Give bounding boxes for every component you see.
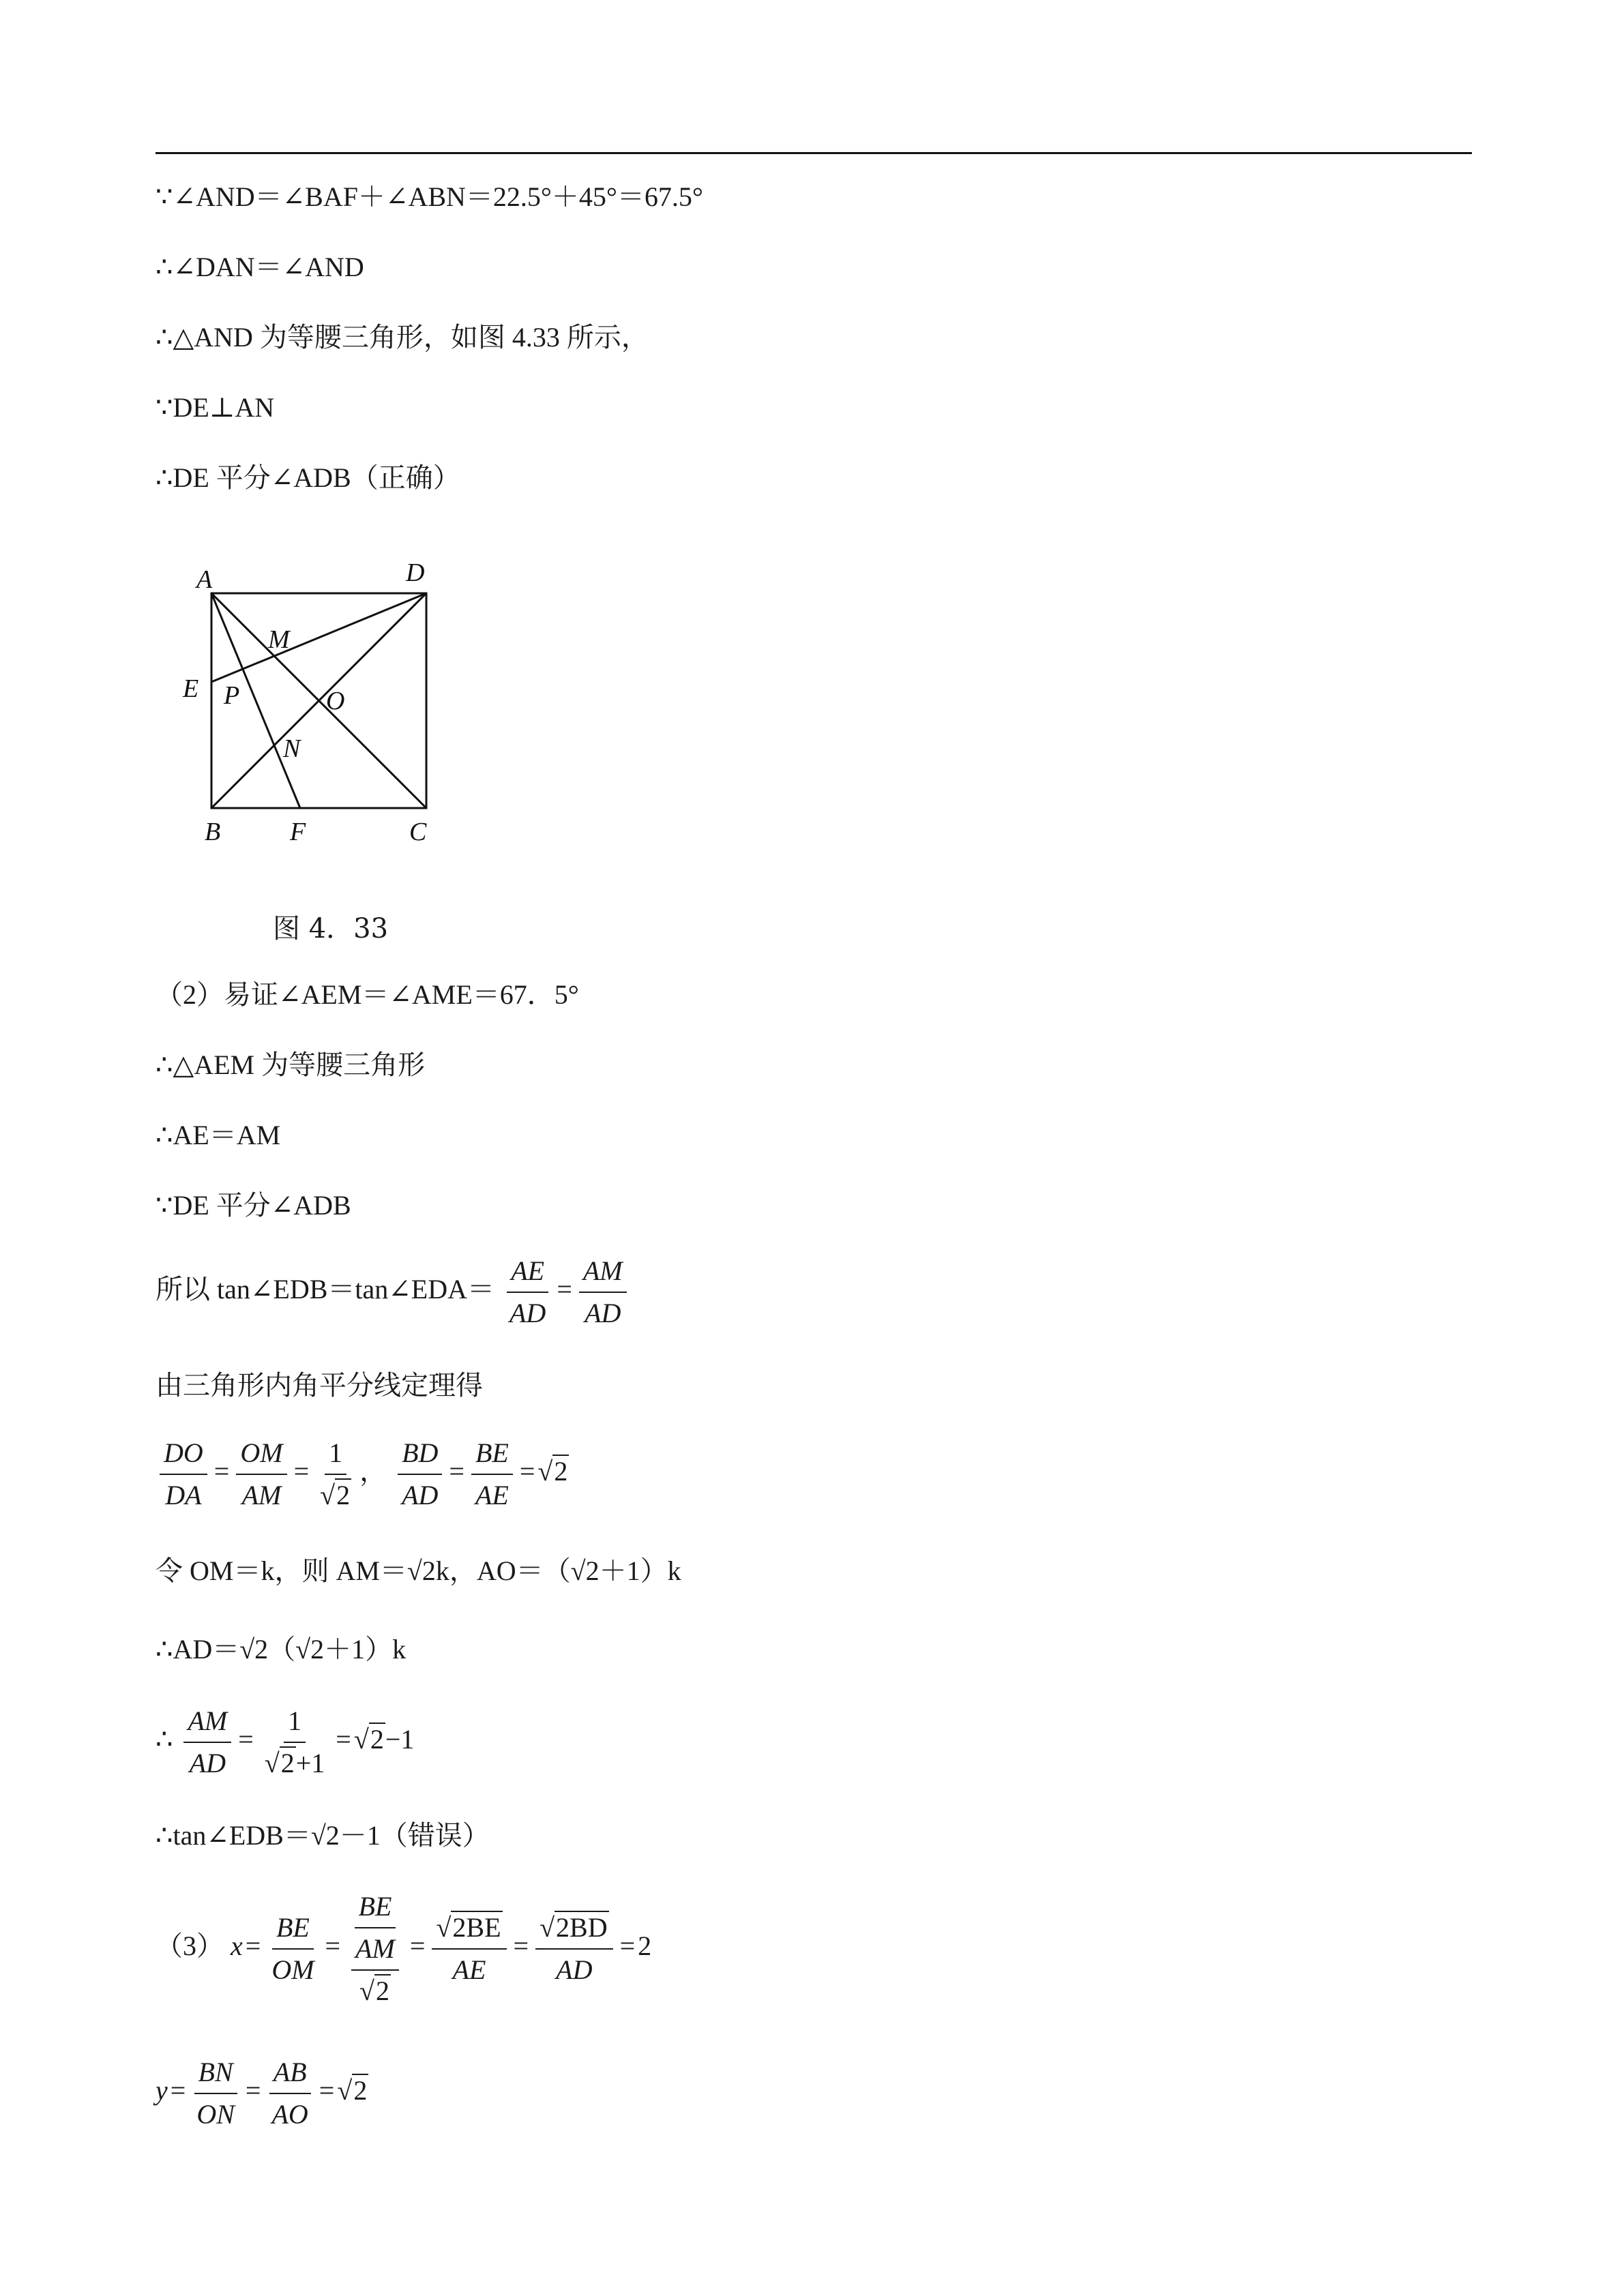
- denominator: [347, 1928, 403, 2009]
- sqrt-value: 2: [353, 2075, 368, 2106]
- geometry-figure: [171, 546, 457, 859]
- text-line-8: ∴AE＝AM: [156, 1120, 281, 1150]
- fraction-sqrt2be-ae: [432, 1910, 506, 1988]
- figure-caption: 图 4．33: [273, 913, 389, 944]
- text-line-14: ∴AD＝√2（√2＋1）k: [156, 1634, 407, 1665]
- fraction-sqrt2bd-ad: [535, 1910, 613, 1988]
- numerator: BD: [398, 1435, 442, 1475]
- text-line-17: [156, 1889, 651, 2009]
- variable-x: x: [231, 1930, 243, 1962]
- tan-prefix: 所以 tan∠EDB＝tan∠EDA＝: [156, 1274, 494, 1305]
- text-line-7: ∴△AEM 为等腰三角形: [156, 1049, 426, 1080]
- numerator: AB: [269, 2055, 311, 2094]
- denominator: √2+1: [264, 1748, 325, 1778]
- numerator: √2BE: [432, 1910, 506, 1950]
- fraction-bd-ad: [398, 1435, 442, 1513]
- equals-sign: =: [213, 1456, 230, 1487]
- denominator: AO: [271, 2099, 308, 2130]
- denominator: AM: [241, 1480, 282, 1510]
- numerator: OM: [236, 1435, 286, 1475]
- label-f: F: [290, 818, 306, 846]
- numerator: BE: [471, 1435, 513, 1475]
- fraction-be-om: [267, 1910, 318, 1988]
- fraction-am-ad: [579, 1253, 627, 1331]
- comma: ，: [359, 1456, 387, 1487]
- numerator: 1: [284, 1703, 306, 1743]
- label-o: O: [326, 687, 345, 715]
- text-line-6: （2）易证∠AEM＝∠AME＝67．5°: [156, 979, 579, 1010]
- equals-sign: =: [245, 2075, 261, 2106]
- header-rule: [156, 152, 1472, 154]
- text-line-10: [156, 1253, 631, 1331]
- text-line-9: ∵DE 平分∠ADB: [156, 1190, 351, 1221]
- label-n: N: [283, 734, 301, 763]
- label-p: P: [224, 681, 240, 710]
- numerator: AM: [579, 1253, 627, 1293]
- equals-sign: =: [619, 1930, 636, 1962]
- equals-sign: =: [319, 2075, 335, 2106]
- text-line-16: ∴tan∠EDB＝√2－1（错误）: [156, 1820, 490, 1851]
- fraction-be-am-over-sqrt2: [347, 1889, 403, 2009]
- text-line-1: ∵∠AND＝∠BAF＋∠ABN＝22.5°＋45°＝67.5°: [156, 181, 703, 212]
- text-line-13: 令 OM＝k，则 AM＝√2k，AO＝（√2＋1）k: [156, 1555, 681, 1586]
- equals-sign: =: [336, 1724, 351, 1755]
- minus-one: −1: [385, 1724, 415, 1755]
- fraction-ae-ad: [505, 1253, 550, 1331]
- numerator: DO: [160, 1435, 207, 1475]
- fraction-bn-on: [192, 2055, 239, 2132]
- denominator: ON: [196, 2099, 235, 2130]
- denominator: AD: [402, 1480, 439, 1510]
- equals-sign: =: [238, 1724, 254, 1755]
- denominator: AD: [556, 1954, 593, 1985]
- denominator: √2: [320, 1480, 351, 1510]
- equals-sign: =: [449, 1456, 464, 1487]
- equals-sign: =: [293, 1456, 310, 1487]
- equals-sign: =: [513, 1930, 529, 1962]
- equals-sign: =: [245, 1930, 261, 1962]
- equals-sign: =: [170, 2075, 186, 2106]
- label-m: M: [268, 625, 290, 654]
- text-line-2: ∴∠DAN＝∠AND: [156, 252, 364, 282]
- denominator: AD: [189, 1748, 226, 1778]
- denominator: AD: [585, 1298, 621, 1328]
- equals-sign: =: [409, 1930, 426, 1962]
- sqrt-value: 2: [554, 1456, 568, 1487]
- text-line-15: ∴ $\frac{AM}{AD}$ = $\frac{1}{√2+1}$ = √2−1: [156, 1703, 414, 1781]
- numerator: √2BD: [535, 1910, 613, 1950]
- equals-sign: =: [557, 1274, 572, 1305]
- numerator: 1: [325, 1435, 346, 1475]
- text-line-5: ∴DE 平分∠ADB（正确）: [156, 462, 460, 493]
- label-b: B: [205, 818, 221, 846]
- fraction-am-ad: [183, 1703, 231, 1781]
- denominator: AE: [452, 1954, 486, 1985]
- therefore-sign: ∴: [156, 1724, 173, 1755]
- numerator: BE: [355, 1889, 396, 1928]
- fraction-be-ae: [471, 1435, 513, 1513]
- segment-ed: [211, 593, 426, 682]
- text-line-3: ∴△AND 为等腰三角形，如图 4.33 所示，: [156, 322, 649, 353]
- denominator: AD: [509, 1298, 546, 1328]
- fraction-om-am: [236, 1435, 286, 1513]
- inner-fraction-am-sqrt2: $\frac{AM}{√2}$: [351, 1931, 399, 2009]
- denominator: OM: [271, 1954, 314, 1985]
- numerator: AM: [183, 1703, 231, 1743]
- sqrt-value: 2: [370, 1724, 384, 1755]
- equals-sign: =: [519, 1456, 535, 1487]
- variable-y: y: [156, 2075, 168, 2106]
- result-value: 2: [638, 1930, 652, 1962]
- label-a: A: [196, 565, 213, 594]
- denominator: AE: [475, 1480, 509, 1510]
- fraction-ab-ao: [267, 2055, 312, 2132]
- text-line-4: ∵DE⊥AN: [156, 392, 275, 423]
- numerator: BN: [194, 2055, 237, 2094]
- label-d: D: [406, 558, 425, 587]
- fraction-do-da: [160, 1435, 207, 1513]
- text-line-12: $\frac{DO}{DA}$ = $\frac{OM}{AM}$ = $\frac{1}{√2}$ ， $\frac{BD}{AD}$ = $\frac{BE}{AE}$ = √2: [156, 1435, 569, 1513]
- label-e: E: [183, 674, 199, 703]
- text-line-18: y = $\frac{BN}{ON}$ = $\frac{AB}{AO}$ = √2: [156, 2055, 368, 2132]
- text-line-11: 由三角形内角平分线定理得: [156, 1370, 483, 1401]
- label-c: C: [409, 818, 427, 846]
- numerator: AE: [507, 1253, 548, 1293]
- denominator: DA: [165, 1480, 202, 1510]
- numerator: BE: [272, 1910, 314, 1950]
- part-3-label: （3）: [156, 1930, 224, 1962]
- fraction-1-sqrt2-plus-1: [261, 1703, 329, 1781]
- equals-sign: =: [325, 1930, 341, 1962]
- fraction-1-sqrt2: [316, 1435, 355, 1513]
